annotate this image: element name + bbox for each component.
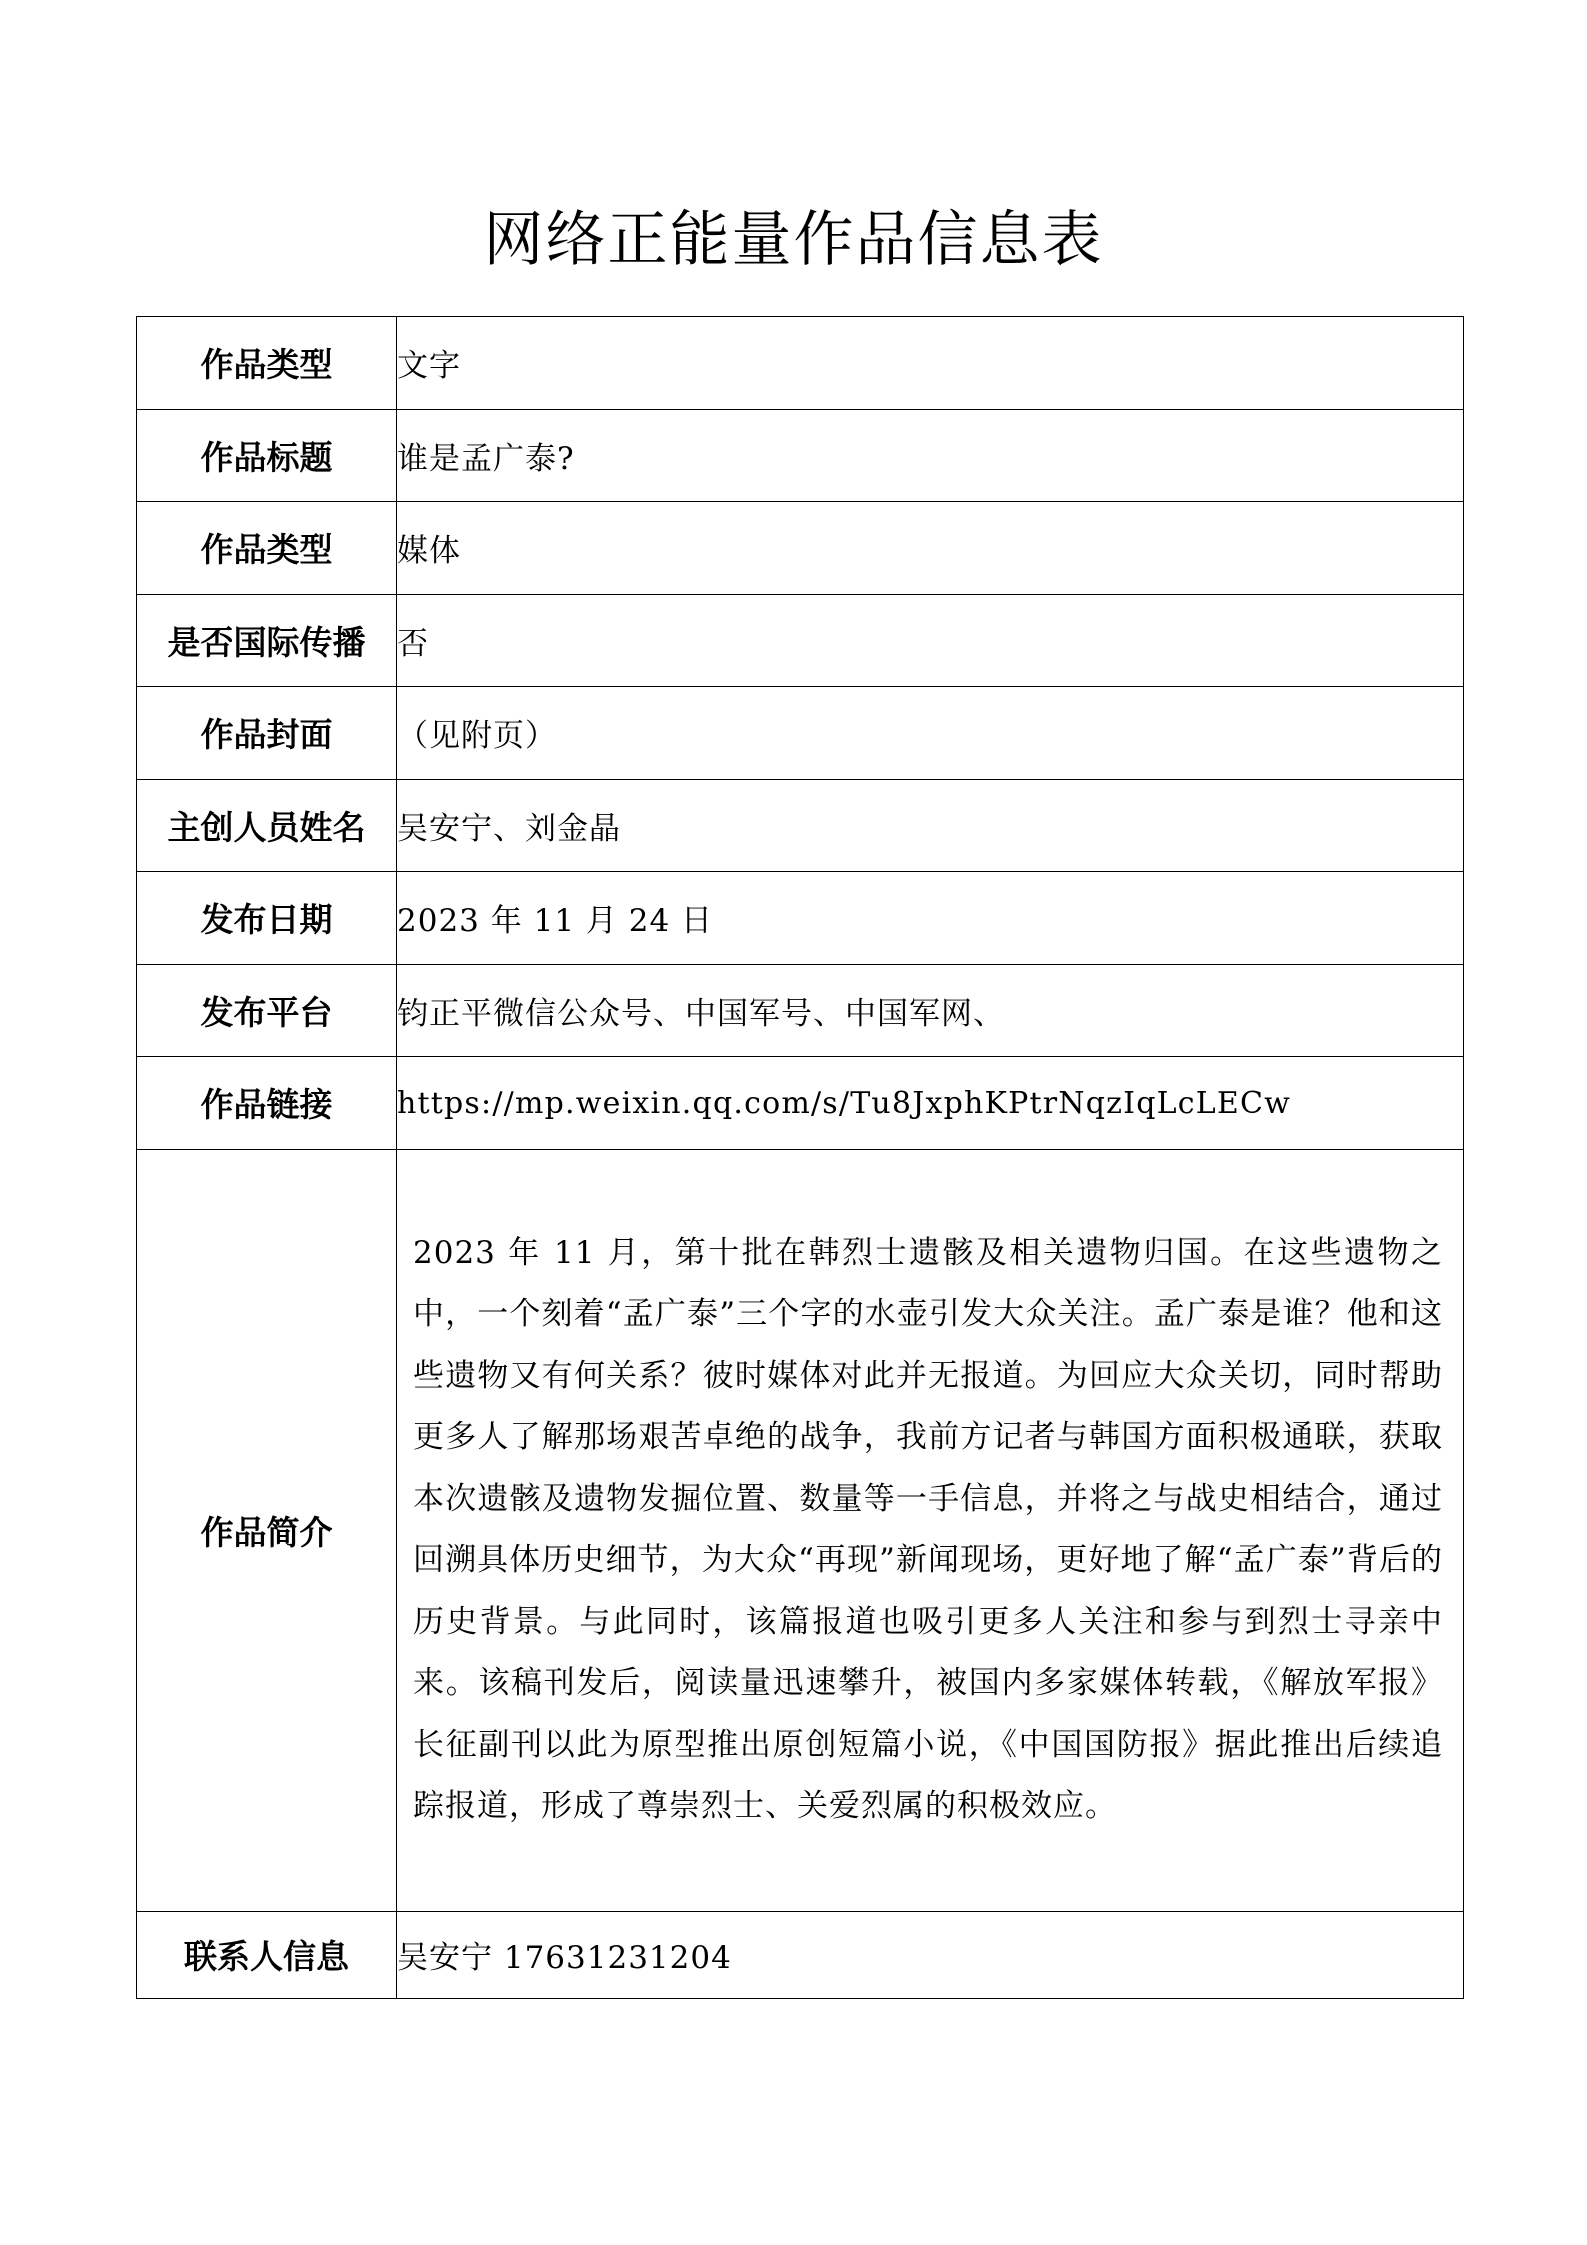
row-value: 吴安宁、刘金晶 <box>397 779 1464 872</box>
table-row-platform <box>137 964 1464 1057</box>
row-value: 谁是孟广泰? <box>397 409 1464 502</box>
work-link[interactable]: https://mp.weixin.qq.com/s/Tu8JxphKPtrNqzIqLcLECw <box>397 1085 1291 1121</box>
row-label: 作品类型 <box>137 317 397 410</box>
row-label: 作品链接 <box>137 1057 397 1150</box>
row-value: 否 <box>397 594 1464 687</box>
table-row-contact <box>137 1911 1464 1998</box>
page-title: 网络正能量作品信息表 <box>483 205 1104 275</box>
row-label: 作品标题 <box>137 409 397 502</box>
table-row-work-type <box>137 317 1464 410</box>
table-row-link <box>137 1057 1464 1150</box>
summary-text: 2023 年 11 月，第十批在韩烈士遗骸及相关遗物归国。在这些遗物之中，一个刻着“孟广泰”三个字的水壶引发大众关注。孟广泰是谁？他和这些遗物又有何关系？彼时媒体对此并无报道。为回应大众关切，同时帮助更多人了解那场艰苦卓绝的战争，我前方记者与韩国方面积极通联，获取本次遗骸及遗物发掘位置、数量等一手信息，并将之与战史相结合，通过回溯具体历史细节，为大众“再现”新闻现场，更好地了解“孟广泰”背后的历史背景。与此同时，该篇报道也吸引更多人关注和参与到烈士寻亲中来。该稿刊发后，阅读量迅速攀升，被国内多家媒体转载，《解放军报》长征副刊以此为原型推出原创短篇小说，《中国国防报》据此推出后续追踪报道，形成了尊崇烈士、关爱烈属的积极效应。 <box>413 1234 1443 1824</box>
row-label: 作品封面 <box>137 687 397 780</box>
row-label: 联系人信息 <box>137 1911 397 1998</box>
row-label: 发布平台 <box>137 964 397 1057</box>
table-row-creators <box>137 779 1464 872</box>
summary-cell <box>397 1149 1464 1911</box>
row-label: 主创人员姓名 <box>137 779 397 872</box>
row-value: （见附页） <box>397 687 1464 780</box>
table-row-summary <box>137 1149 1464 1911</box>
row-label: 作品简介 <box>137 1149 397 1911</box>
table-row-publish-date <box>137 872 1464 965</box>
table-row-work-title <box>137 409 1464 502</box>
row-value-link <box>397 1057 1464 1150</box>
row-value: 钧正平微信公众号、中国军号、中国军网、 <box>397 964 1464 1057</box>
row-value: 媒体 <box>397 502 1464 595</box>
table-row-work-category <box>137 502 1464 595</box>
table-row-international <box>137 594 1464 687</box>
table-row-cover <box>137 687 1464 780</box>
row-label: 作品类型 <box>137 502 397 595</box>
row-value: 吴安宁 17631231204 <box>397 1911 1464 1998</box>
info-table <box>136 316 1464 1999</box>
row-value: 文字 <box>397 317 1464 410</box>
row-label: 是否国际传播 <box>137 594 397 687</box>
row-label: 发布日期 <box>137 872 397 965</box>
row-value: 2023 年 11 月 24 日 <box>397 872 1464 965</box>
